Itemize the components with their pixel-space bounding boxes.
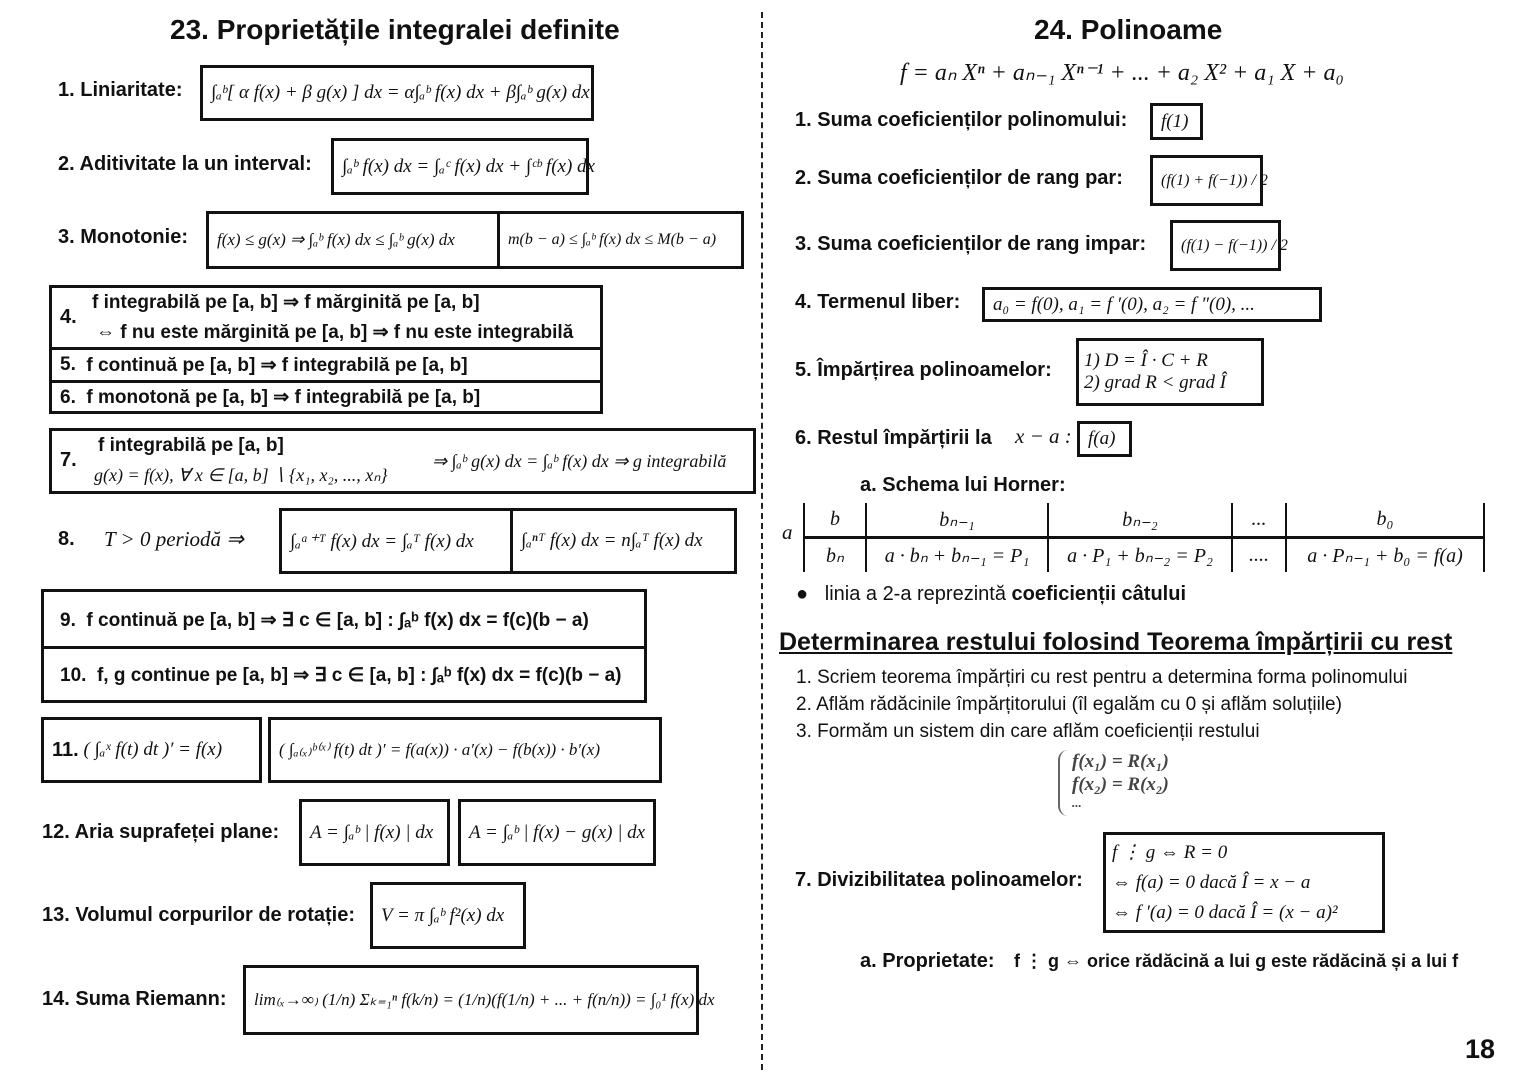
horner-cell: ....: [1232, 538, 1286, 573]
item-13-label: 13. Volumul corpurilor de rotație:: [42, 904, 356, 926]
item-3-formula2: m(b − a) ≤ ∫ₐᵇ f(x) dx ≤ M(b − a): [497, 211, 744, 269]
section-heading: Determinarea restului folosind Teorema împărțirii cu rest: [779, 628, 1453, 656]
r-item-1-label: 1. Suma coeficienților polinomului:: [795, 109, 1128, 131]
div-line-3: ⇔ f ′(a) = 0 dacă Î = (x − a)²: [1112, 902, 1338, 923]
item-6: [52, 380, 600, 412]
step-1: 1. Scriem teorema împărțiri cu rest pentru a determina forma polinomului: [796, 667, 1408, 688]
r-item-5-label: 5. Împărțirea polinoamelor:: [795, 359, 1052, 381]
r-item-6-expr: x − a :: [1015, 424, 1072, 448]
item-2-label: 2. Aditivitate la un interval:: [58, 153, 312, 175]
item-14-formula: lim₍ₓ→∞₎ (1/n) Σₖ₌₁ⁿ f(k/n) = (1/n)(f(1/n) + ... + f(n/n)) = ∫₀¹ f(x) dx: [243, 965, 699, 1035]
left-title: 23. Proprietățile integralei definite: [170, 14, 620, 45]
item-8-formula2: ∫ₐⁿᵀ f(x) dx = n∫ₐᵀ f(x) dx: [510, 508, 737, 574]
horner-cell: bₙ: [804, 538, 866, 573]
item-3-label: 3. Monotonie:: [58, 226, 188, 248]
item-9-text: f continuă pe [a, b] ⇒ ∃ c ∈ [a, b] : ∫ₐᵇ f(x) dx = f(c)(b − a): [86, 610, 589, 631]
r-item-2-formula: (f(1) + f(−1)) / 2: [1150, 155, 1263, 206]
box-9-10: [41, 589, 647, 703]
item-14-label: 14. Suma Riemann:: [42, 988, 227, 1010]
item-9-num: 9.: [60, 610, 76, 631]
item-3-formula: f(x) ≤ g(x) ⇒ ∫ₐᵇ f(x) dx ≤ ∫ₐᵇ g(x) dx: [206, 211, 500, 269]
horner-cell: b₀: [1286, 503, 1484, 538]
equation-system: [1058, 750, 1169, 816]
box-7: [49, 428, 756, 494]
system-eq-3: ...: [1072, 795, 1082, 810]
item-11-label: 11.: [52, 738, 79, 761]
item-7-line1: f integrabilă pe [a, b]: [98, 435, 284, 456]
horner-cell: ...: [1232, 503, 1286, 538]
item-6-num: 6.: [60, 386, 76, 408]
r-item-7-formula: [1103, 832, 1385, 933]
item-1-label: 1. Liniaritate:: [58, 79, 183, 101]
r-item-3-formula: (f(1) − f(−1)) / 2: [1170, 220, 1281, 271]
item-13-formula: V = π ∫ₐᵇ f²(x) dx: [370, 882, 526, 949]
bullet-note: ● linia a 2-a reprezintă coeficienții câtului: [796, 583, 1187, 605]
right-title: 24. Polinoame: [1034, 14, 1223, 45]
property-text: f ⋮ g ⇔ orice rădăcină a lui g este rădăcină și a lui f: [1014, 951, 1459, 971]
item-7-formula: ⇒ ∫ₐᵇ g(x) dx = ∫ₐᵇ f(x) dx ⇒ g integrabilă: [432, 451, 727, 471]
item-5-num: 5.: [60, 354, 76, 375]
divider: [761, 12, 763, 1070]
item-10: [60, 664, 622, 687]
item-11-formula: [41, 717, 262, 783]
r-item-4-label: 4. Termenul liber:: [795, 291, 961, 313]
horner-cell: a · Pₙ₋₁ + b₀ = f(a): [1286, 538, 1484, 573]
r-item-5-line2: 2) grad R < grad Î: [1084, 372, 1227, 393]
item-6-text: f monotonă pe [a, b] ⇒ f integrabilă pe [a, b]: [86, 387, 481, 408]
item-7-line2: g(x) = f(x), ∀ x ∈ [a, b] ∖ {x₁, x₂, ..., xₙ}: [94, 465, 388, 485]
item-10-num: 10.: [60, 665, 87, 686]
item-11-formula2: ( ∫ₐ₍ₓ₎ᵇ⁽ˣ⁾ f(t) dt )′ = f(a(x)) · a′(x) − f(b(x)) · b′(x): [268, 717, 662, 783]
bullet-bold: coeficienții câtului: [1011, 583, 1187, 605]
r-item-5-formula: [1076, 338, 1264, 406]
item-4-line2: ⇔ f nu este mărginită pe [a, b] ⇒ f nu este integrabilă: [96, 322, 574, 343]
r-item-4-formula: a₀ = f(0), a₁ = f ′(0), a₂ = f ″(0), ...: [982, 287, 1322, 322]
item-1-formula: ∫ₐᵇ[ α f(x) + β g(x) ] dx = α∫ₐᵇ f(x) dx + β∫ₐᵇ g(x) dx: [200, 65, 594, 121]
item-4-line1: f integrabilă pe [a, b] ⇒ f mărginită pe [a, b]: [92, 292, 480, 313]
page-number: 18: [1465, 1034, 1496, 1064]
item-8-formula: ∫ₐᵃ⁺ᵀ f(x) dx = ∫ₐᵀ f(x) dx: [279, 508, 513, 574]
r-item-5-line1: 1) D = Î · C + R: [1084, 350, 1208, 371]
item-8-label: 8.: [58, 528, 75, 550]
item-8-text: T > 0 periodă ⇒: [104, 527, 244, 551]
horner-cell: a · P₁ + bₙ₋₂ = P₂: [1048, 538, 1232, 573]
row-divider: [44, 646, 644, 649]
item-12-formula: A = ∫ₐᵇ | f(x) | dx: [299, 799, 450, 866]
horner-a: a: [782, 520, 793, 544]
horner-cell: b: [804, 503, 866, 538]
item-9: [60, 609, 589, 632]
system-eq-2: f(x₂) = R(x₂): [1072, 774, 1169, 795]
system-eq-1: f(x₁) = R(x₁): [1072, 751, 1169, 772]
r-item-3-label: 3. Suma coeficienților de rang impar:: [795, 233, 1147, 255]
general-polynomial: f = aₙ Xⁿ + aₙ₋₁ Xⁿ⁻¹ + ... + a₂ X² + a₁ X + a₀: [900, 60, 1344, 86]
div-line-1: f ⋮ g ⇔ R = 0: [1112, 842, 1228, 863]
box-4-6: [49, 285, 603, 414]
item-4-num: 4.: [60, 306, 77, 328]
horner-cell: bₙ₋₁: [866, 503, 1048, 538]
item-5-text: f continuă pe [a, b] ⇒ f integrabilă pe [a, b]: [86, 354, 468, 376]
r-item-6-formula: f(a): [1077, 421, 1132, 457]
item-2-formula: ∫ₐᵇ f(x) dx = ∫ₐᶜ f(x) dx + ∫ᶜᵇ f(x) dx: [331, 138, 589, 195]
step-3: 3. Formăm un sistem din care aflăm coeficienții restului: [796, 721, 1260, 742]
horner-cell: bₙ₋₂: [1048, 503, 1232, 538]
bullet-text: linia a 2-a reprezintă: [824, 583, 1012, 605]
r-item-6-label: 6. Restul împărțirii la: [795, 427, 992, 449]
horner-cell: a · bₙ + bₙ₋₁ = P₁: [866, 538, 1048, 573]
property-label: a. Proprietate:: [860, 950, 995, 972]
horner-table: [803, 503, 1485, 572]
item-12-formula2: A = ∫ₐᵇ | f(x) − g(x) | dx: [458, 799, 656, 866]
horner-label: a. Schema lui Horner:: [860, 474, 1066, 496]
step-2: 2. Aflăm rădăcinile împărțitorului (îl egalăm cu 0 și aflăm soluțiile): [796, 694, 1342, 715]
item-11-formula-text: ( ∫ₐˣ f(t) dt )′ = f(x): [83, 739, 223, 760]
r-item-2-label: 2. Suma coeficienților de rang par:: [795, 167, 1123, 189]
div-line-2: ⇔ f(a) = 0 dacă Î = x − a: [1112, 872, 1311, 893]
r-item-1-formula: f(1): [1150, 103, 1203, 140]
item-7-num: 7.: [60, 449, 77, 471]
item-12-label: 12. Aria suprafeței plane:: [42, 821, 280, 843]
r-item-7-label: 7. Divizibilitatea polinoamelor:: [795, 869, 1083, 891]
item-5: [52, 347, 600, 380]
item-10-text: f, g continue pe [a, b] ⇒ ∃ c ∈ [a, b] : ∫ₐᵇ f(x) dx = f(c)(b − a): [96, 665, 622, 686]
